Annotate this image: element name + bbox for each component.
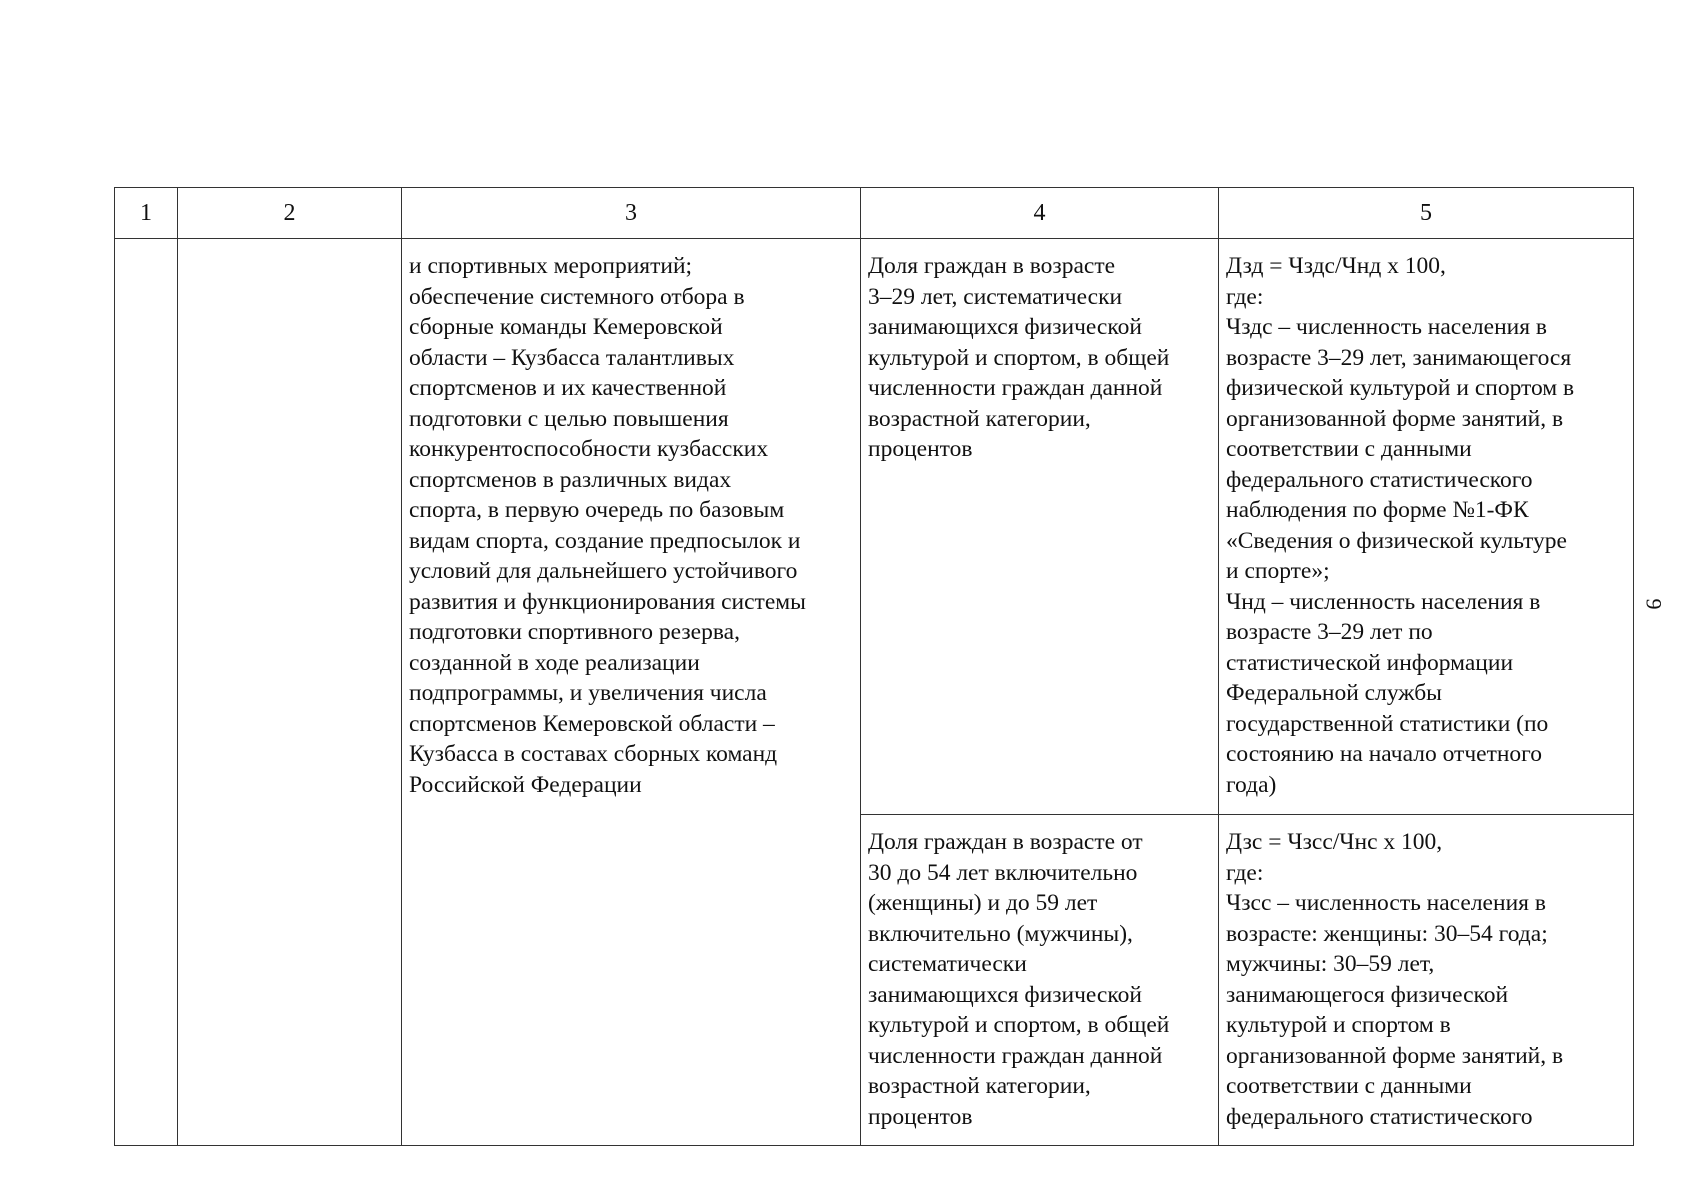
cell-formula-2 bbox=[1219, 815, 1634, 1146]
formula-2-text bbox=[1219, 815, 1633, 1140]
text-line: численности граждан данной bbox=[868, 1042, 1163, 1069]
text-line: государственной статистики (по bbox=[1226, 710, 1549, 737]
text-line: включительно (мужчины), bbox=[868, 920, 1133, 947]
text-line: возрастной категории, bbox=[868, 1073, 1091, 1099]
text-line: Российской Федерации bbox=[409, 771, 642, 798]
table-row bbox=[115, 239, 1634, 815]
text-line: Чзсс – численность населения в bbox=[1226, 890, 1546, 916]
text-line: систематически bbox=[868, 951, 1027, 977]
text-line: возрастной категории, bbox=[868, 405, 1091, 432]
text-line: подготовки с целью повышения bbox=[409, 405, 729, 432]
formula-1-text bbox=[1219, 239, 1633, 808]
header-col-2: 2 bbox=[178, 188, 402, 239]
text-line: организованной форме занятий, в bbox=[1226, 1042, 1564, 1069]
text-line: федерального статистического bbox=[1226, 1103, 1533, 1130]
text-line: наблюдения по форме №1-ФК bbox=[1226, 497, 1529, 523]
cell-col-2 bbox=[178, 239, 402, 1146]
text-line: подпрограммы, и увеличения числа bbox=[409, 680, 767, 706]
text-line: и спорте»; bbox=[1226, 558, 1330, 584]
indicator-table bbox=[114, 187, 1634, 1146]
header-col-1: 1 bbox=[115, 188, 178, 239]
text-line: Дзд = Чздс/Чнд х 100, bbox=[1226, 253, 1446, 279]
text-line: занимающегося физической bbox=[1226, 981, 1509, 1008]
text-line: и спортивных мероприятий; bbox=[409, 253, 693, 279]
text-line: видам спорта, создание предпосылок и bbox=[409, 527, 801, 554]
header-col-4: 4 bbox=[861, 188, 1219, 239]
text-line: спортсменов Кемеровской области – bbox=[409, 710, 775, 737]
cell-formula-1 bbox=[1219, 239, 1634, 815]
task-description-text bbox=[402, 239, 860, 808]
text-line: Доля граждан в возрасте от bbox=[868, 829, 1143, 855]
text-line: физической культурой и спортом в bbox=[1226, 375, 1575, 401]
text-line: статистической информации bbox=[1226, 649, 1514, 676]
cell-indicator-2 bbox=[861, 815, 1219, 1146]
text-line: занимающихся физической bbox=[868, 314, 1142, 340]
text-line: Чнд – численность населения в bbox=[1226, 588, 1541, 615]
header-col-5: 5 bbox=[1219, 188, 1634, 239]
text-line: занимающихся физической bbox=[868, 981, 1142, 1008]
text-line: организованной форме занятий, в bbox=[1226, 405, 1564, 432]
text-line: возрасте: женщины: 30–54 года; bbox=[1226, 920, 1548, 947]
text-line: года) bbox=[1226, 771, 1277, 798]
text-line: спорта, в первую очередь по базовым bbox=[409, 497, 785, 523]
text-line: где: bbox=[1226, 859, 1264, 886]
text-line: культурой и спортом, в общей bbox=[868, 344, 1170, 371]
text-line: соответствии с данными bbox=[1226, 1073, 1472, 1099]
text-line: федерального статистического bbox=[1226, 466, 1533, 493]
text-line: культурой и спортом, в общей bbox=[868, 1012, 1170, 1038]
page-number: 9 bbox=[1641, 598, 1667, 610]
text-line: 30 до 54 лет включительно bbox=[868, 859, 1138, 886]
text-line: сборные команды Кемеровской bbox=[409, 314, 723, 340]
text-line: Чздс – численность населения в bbox=[1226, 314, 1548, 340]
indicator-2-text bbox=[861, 815, 1218, 1140]
text-line: 3–29 лет, систематически bbox=[868, 283, 1123, 310]
header-col-3: 3 bbox=[402, 188, 861, 239]
text-line: процентов bbox=[868, 1103, 973, 1130]
text-line: процентов bbox=[868, 436, 973, 462]
table-header-row bbox=[115, 188, 1634, 239]
text-line: возрасте 3–29 лет, занимающегося bbox=[1226, 344, 1572, 371]
text-line: (женщины) и до 59 лет bbox=[868, 890, 1098, 916]
text-line: соответствии с данными bbox=[1226, 436, 1472, 462]
text-line: культурой и спортом в bbox=[1226, 1012, 1451, 1038]
text-line: где: bbox=[1226, 283, 1264, 310]
text-line: «Сведения о физической культуре bbox=[1226, 527, 1567, 554]
text-line: спортсменов в различных видах bbox=[409, 466, 732, 493]
text-line: обеспечение системного отбора в bbox=[409, 283, 745, 310]
text-line: мужчины: 30–59 лет, bbox=[1226, 951, 1435, 977]
text-line: состоянию на начало отчетного bbox=[1226, 741, 1542, 767]
text-line: подготовки спортивного резерва, bbox=[409, 619, 740, 645]
text-line: Дзс = Чзсс/Чнс х 100, bbox=[1226, 829, 1443, 855]
text-line: конкурентоспособности кузбасских bbox=[409, 436, 769, 462]
cell-task-description bbox=[402, 239, 861, 1146]
text-line: области – Кузбасса талантливых bbox=[409, 344, 735, 371]
cell-indicator-1 bbox=[861, 239, 1219, 815]
text-line: развития и функционирования системы bbox=[409, 588, 806, 615]
text-line: условий для дальнейшего устойчивого bbox=[409, 558, 798, 584]
text-line: созданной в ходе реализации bbox=[409, 649, 700, 676]
text-line: Федеральной службы bbox=[1226, 680, 1442, 706]
cell-col-1 bbox=[115, 239, 178, 1146]
text-line: возрасте 3–29 лет по bbox=[1226, 619, 1433, 645]
indicator-1-text bbox=[861, 239, 1218, 473]
text-line: Кузбасса в составах сборных команд bbox=[409, 741, 778, 767]
text-line: численности граждан данной bbox=[868, 375, 1163, 401]
text-line: спортсменов и их качественной bbox=[409, 375, 727, 401]
text-line: Доля граждан в возрасте bbox=[868, 253, 1116, 279]
